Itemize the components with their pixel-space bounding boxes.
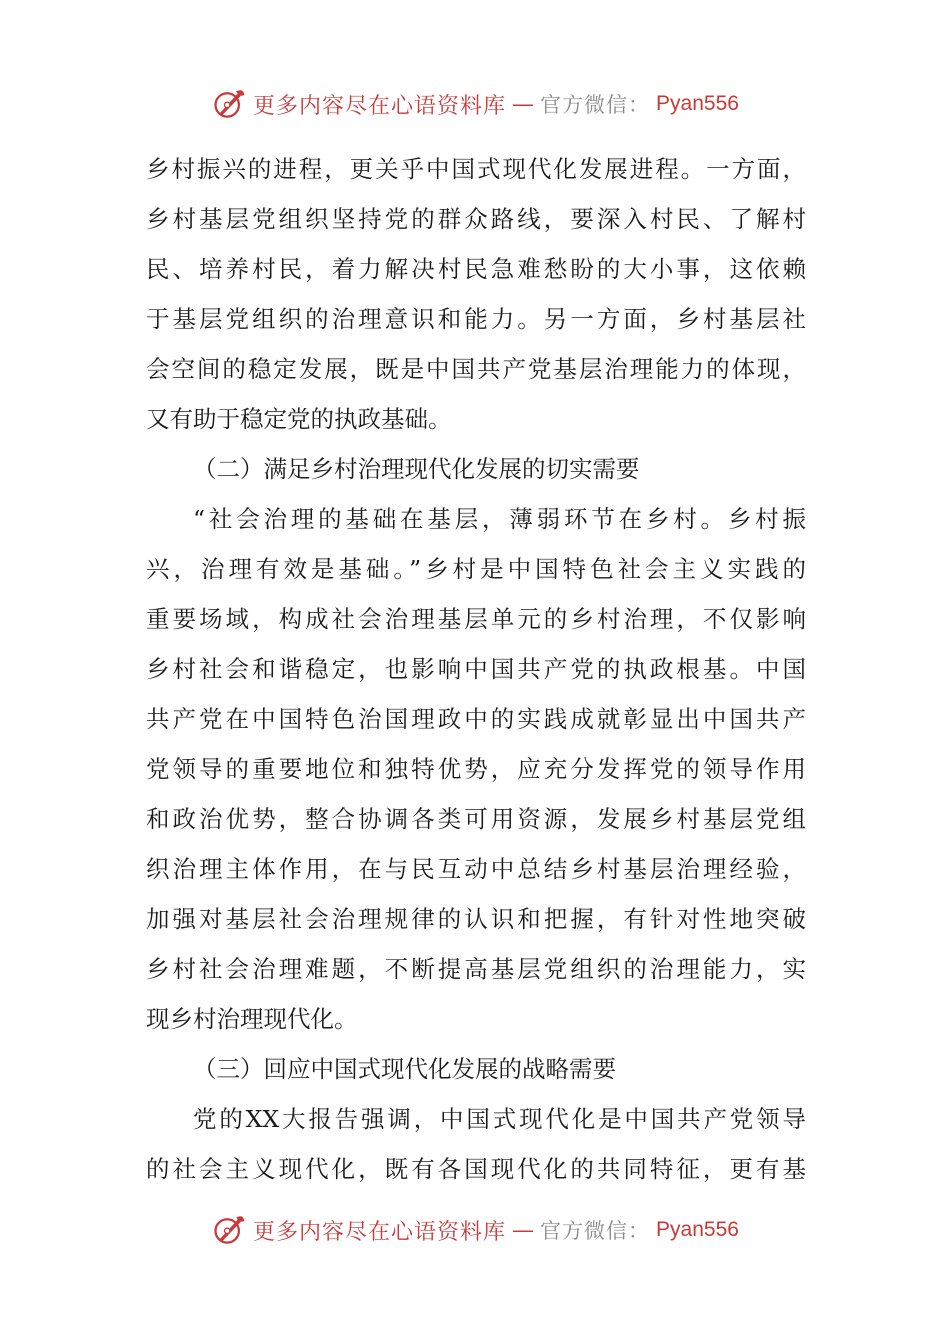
text-line: 和政治优势，整合协调各类可用资源，发展乡村基层党组 <box>146 805 806 833</box>
document-body <box>146 144 806 1194</box>
text-line: 重要场域，构成社会治理基层单元的乡村治理，不仅影响 <box>146 605 806 633</box>
text-line: 乡村社会治理难题，不断提高基层党组织的治理能力，实 <box>146 955 806 983</box>
watermark-wechat-id: Pyan556 <box>656 92 739 115</box>
quill-logo-icon <box>211 1212 247 1248</box>
text-line: 党领导的重要地位和独特优势，应充分发挥党的领导作用 <box>146 755 806 783</box>
watermark-title: 更多内容尽在心语资料库 <box>253 1219 507 1245</box>
watermark-wechat-label: 官方微信： <box>540 93 651 117</box>
text-line: 现乡村治理现代化。 <box>146 1005 358 1033</box>
text-line: 加强对基层社会治理规律的认识和把握，有针对性地突破 <box>146 905 806 933</box>
text-line: 于基层党组织的治理意识和能力。另一方面，乡村基层社 <box>146 305 806 333</box>
text-line: 织治理主体作用，在与民互动中总结乡村基层治理经验， <box>146 855 806 883</box>
quill-logo-icon <box>211 86 247 122</box>
text-line: “社会治理的基础在基层，薄弱环节在乡村。乡村振 <box>193 505 806 533</box>
text-line: 兴，治理有效是基础。”乡村是中国特色社会主义实践的 <box>146 555 806 583</box>
text-line: 会空间的稳定发展，既是中国共产党基层治理能力的体现， <box>146 355 806 383</box>
watermark-title: 更多内容尽在心语资料库 <box>253 93 507 119</box>
watermark-wechat-id: Pyan556 <box>656 1218 739 1241</box>
text-line: 乡村基层党组织坚持党的群众路线，要深入村民、了解村 <box>146 205 806 233</box>
watermark-dash: — <box>512 91 535 117</box>
watermark-wechat-label: 官方微信： <box>540 1219 651 1243</box>
text-line: 共产党在中国特色治国理政中的实践成就彰显出中国共产 <box>146 705 806 733</box>
footer-watermark <box>0 1208 950 1252</box>
section-heading: （二）满足乡村治理现代化发展的切实需要 <box>193 455 640 483</box>
text-line: 民、培养村民，着力解决村民急难愁盼的大小事，这依赖 <box>146 255 806 283</box>
header-watermark <box>0 82 950 126</box>
text-line: 乡村社会和谐稳定，也影响中国共产党的执政根基。中国 <box>146 655 806 683</box>
text-line: 又有助于稳定党的执政基础。 <box>146 405 452 433</box>
text-line: 党的XX大报告强调，中国式现代化是中国共产党领导 <box>193 1105 806 1133</box>
section-heading: （三）回应中国式现代化发展的战略需要 <box>193 1055 616 1083</box>
text-line: 乡村振兴的进程，更关乎中国式现代化发展进程。一方面， <box>146 155 806 183</box>
text-line: 的社会主义现代化，既有各国现代化的共同特征，更有基 <box>146 1155 806 1183</box>
watermark-dash: — <box>512 1217 535 1243</box>
